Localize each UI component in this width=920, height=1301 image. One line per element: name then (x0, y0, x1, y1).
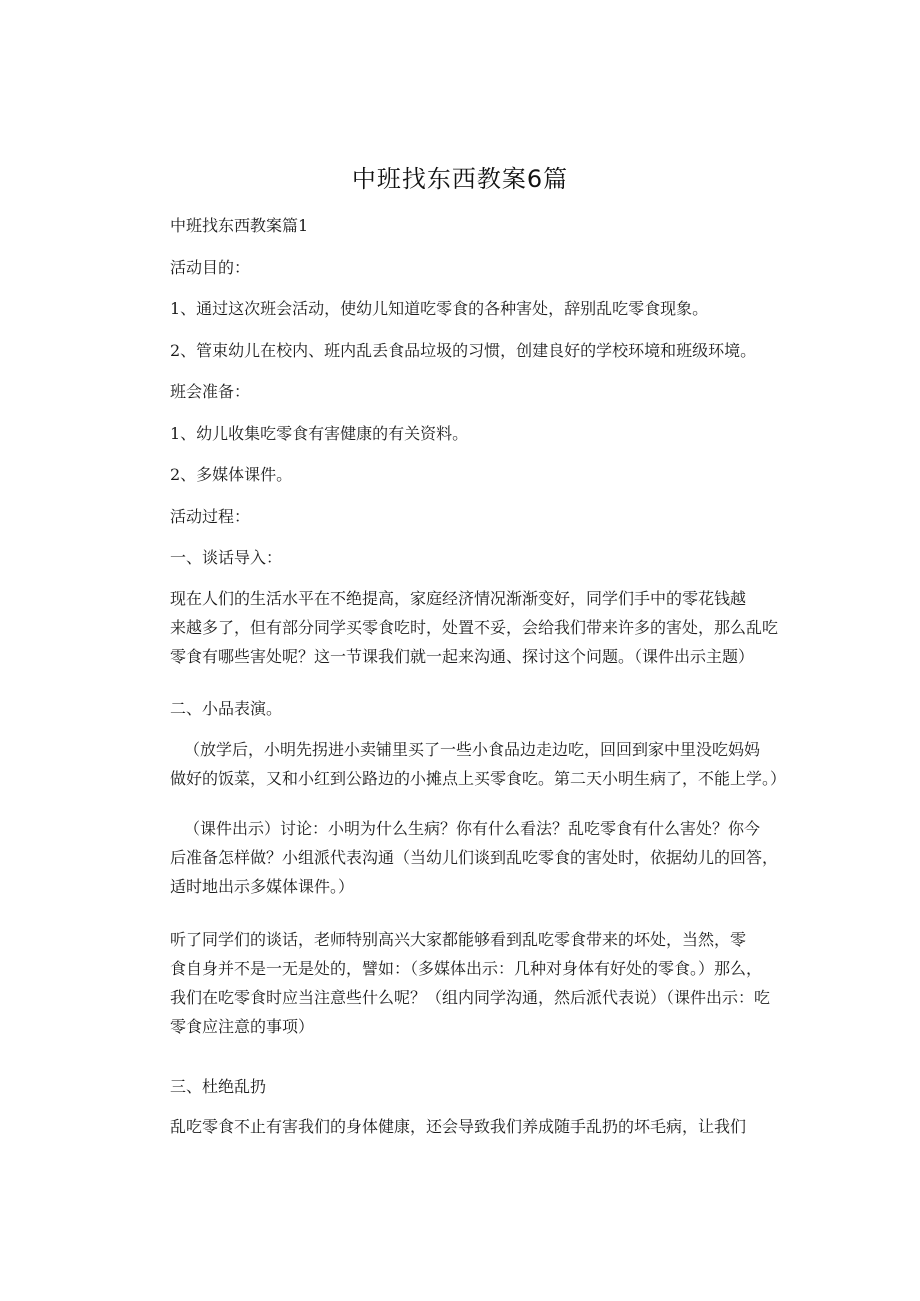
paragraph-littering (170, 1112, 790, 1141)
paragraph-teacher-line: 食自身并不是一无是处的，譬如：（多媒体出示：几种对身体有好处的零食。）那么， (170, 959, 763, 978)
heading-conversation-intro: 一、谈话导入： (170, 548, 283, 567)
paragraph-discussion (170, 814, 790, 901)
heading-class-preparation: 班会准备： (170, 382, 251, 401)
paragraph-intro-line: 现在人们的生活水平在不绝提高，家庭经济情况渐渐变好，同学们手中的零花钱越 (170, 589, 747, 608)
paragraph-skit-line: 做好的饭菜，又和小红到公路边的小摊点上买零食吃。第二天小明生病了，不能上学。） (170, 769, 787, 788)
paragraph-littering-line: 乱吃零食不止有害我们的身体健康，还会导致我们养成随手乱扔的坏毛病，让我们 (170, 1117, 747, 1136)
document-title: 中班找东西教案6篇 (351, 165, 569, 193)
preparation-item-2: 2、多媒体课件。 (170, 465, 293, 484)
paragraph-intro-line: 零食有哪些害处呢？这一节课我们就一起来沟通、探讨这个问题。（课件出示主题） (170, 647, 755, 666)
goal-item-2: 2、管束幼儿在校内、班内乱丢食品垃圾的习惯，创建良好的学校环境和班级环境。 (170, 341, 757, 360)
paragraph-discussion-line: 适时地出示多媒体课件。） (170, 877, 355, 896)
heading-activity-goals: 活动目的： (170, 258, 251, 277)
paragraph-intro-line: 来越多了，但有部分同学买零食吃时，处置不妥，会给我们带来许多的害处，那么乱吃 (170, 618, 779, 637)
heading-activity-process: 活动过程： (170, 507, 251, 526)
paragraph-skit (170, 735, 790, 793)
paragraph-skit-line: （放学后，小明先拐进小卖铺里买了一些小食品边走边吃，回回到家中里没吃妈妈 (184, 740, 761, 759)
goal-item-1: 1、通过这次班会活动，使幼儿知道吃零食的各种害处，辞别乱吃零食现象。 (170, 299, 709, 318)
paragraph-teacher (170, 925, 790, 1041)
heading-stop-littering: 三、杜绝乱扔 (170, 1077, 267, 1096)
section-heading-lesson-1: 中班找东西教案篇1 (170, 216, 309, 235)
paragraph-discussion-line: （课件出示）讨论：小明为什么生病？你有什么看法？乱吃零食有什么害处？你今 (184, 819, 761, 838)
paragraph-teacher-line: 零食应注意的事项） (170, 1017, 315, 1036)
paragraph-intro (170, 584, 790, 671)
preparation-item-1: 1、幼儿收集吃零食有害健康的有关资料。 (170, 424, 469, 443)
paragraph-teacher-line: 听了同学们的谈话，老师特别高兴大家都能够看到乱吃零食带来的坏处，当然，零 (170, 930, 747, 949)
paragraph-teacher-line: 我们在吃零食时应当注意些什么呢？（组内同学沟通，然后派代表说）（课件出示：吃 (170, 988, 771, 1007)
heading-skit: 二、小品表演。 (170, 699, 283, 718)
paragraph-discussion-line: 后准备怎样做？小组派代表沟通（当幼儿们谈到乱吃零食的害处时，依据幼儿的回答， (170, 848, 779, 867)
